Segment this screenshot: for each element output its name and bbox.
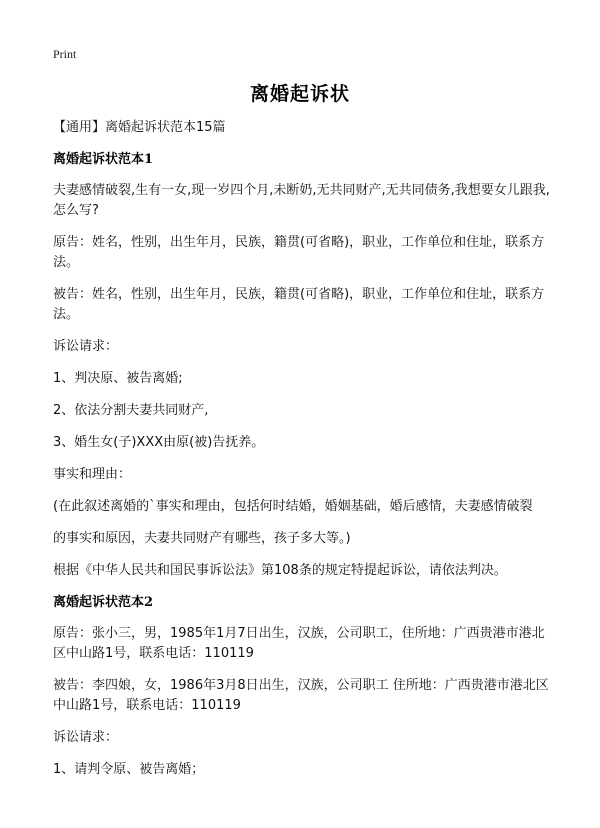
sample-1-plaintiff: 原告：姓名，性别，出生年月，民族，籍贯(可省略)，职业，工作单位和住址，联系方法。	[53, 235, 545, 270]
sample-1-question: 夫妻感情破裂,生有一女,现一岁四个月,未断奶,无共同财产,无共同债务,我想要女儿跟我,怎么写?	[53, 183, 550, 218]
document-body	[53, 118, 553, 792]
sample-1-claim-2: 2、依法分割夫妻共同财产,	[53, 403, 209, 418]
sample-1-heading: 离婚起诉状范本1	[53, 152, 154, 167]
sample-1-legal-basis: 根据《中华人民共和国民事诉讼法》第108条的规定特提起诉讼，请依法判决。	[53, 563, 507, 578]
sample-2-defendant: 被告：李四娘，女，1986年3月8日出生，汉族，公司职工 住所地：广西贵港市港北区中山路1号，联系电话：110119	[53, 678, 549, 713]
sample-2-plaintiff: 原告：张小三，男，1985年1月7日出生，汉族，公司职工，住所地：广西贵港市港北区中山路1号，联系电话：110119	[53, 626, 545, 661]
sample-1-facts-line-2: 的事实和原因，夫妻共同财产有哪些，孩子多大等。)	[53, 531, 351, 546]
page-title: 离婚起诉状	[249, 83, 350, 105]
sample-1-defendant: 被告：姓名，性别，出生年月，民族，籍贯(可省略)，职业，工作单位和住址，联系方法。	[53, 287, 545, 322]
print-label: Print	[53, 47, 77, 61]
sample-1-claim-1: 1、判决原、被告离婚;	[53, 371, 183, 386]
sample-1-facts-line-1: (在此叙述离婚的`事实和理由，包括何时结婚，婚姻基础，婚后感情，夫妻感情破裂	[53, 499, 533, 514]
intro-line: 【通用】离婚起诉状范本15篇	[53, 120, 226, 135]
sample-2-claim-1: 1、请判令原、被告离婚；	[53, 762, 205, 777]
sample-1-claim-3: 3、婚生女(子)XXX由原(被)告抚养。	[53, 435, 265, 450]
sample-1-facts-label: 事实和理由：	[53, 467, 132, 482]
sample-1-claims-label: 诉讼请求：	[53, 339, 119, 354]
sample-2-heading: 离婚起诉状范本2	[53, 595, 154, 610]
sample-2	[53, 593, 553, 780]
sample-1	[53, 150, 553, 581]
sample-2-claims-label: 诉讼请求：	[53, 730, 119, 745]
